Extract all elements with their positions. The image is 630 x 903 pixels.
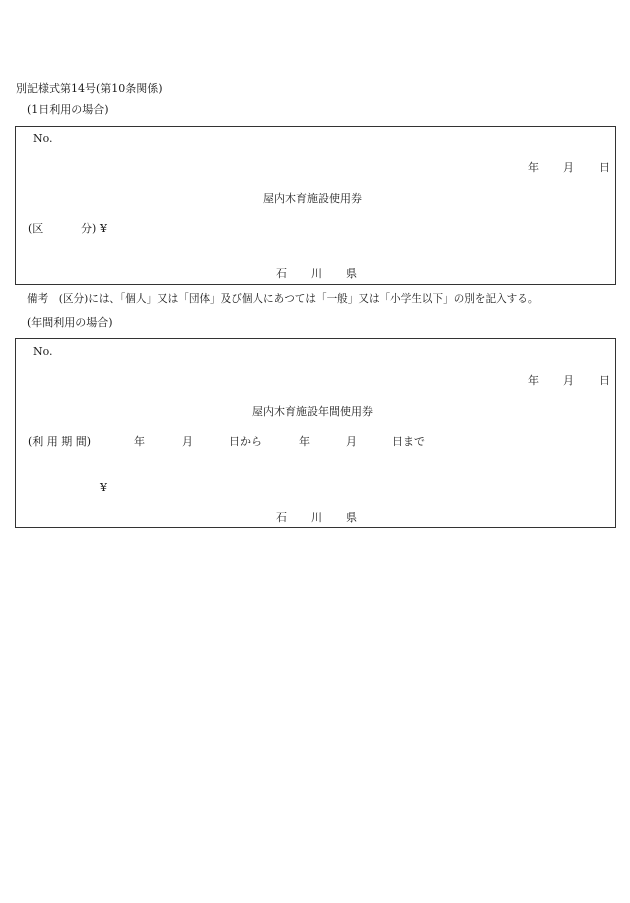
period-from-month: 月 bbox=[182, 435, 193, 448]
ticket-number-label: No. bbox=[33, 132, 53, 145]
issue-year: 年 bbox=[528, 161, 539, 174]
yen-sign: ¥ bbox=[100, 481, 107, 494]
issuer-char-1: 石 bbox=[276, 267, 287, 280]
issue-month: 月 bbox=[563, 161, 574, 174]
period-from-day: 日から bbox=[229, 435, 262, 448]
annual-ticket bbox=[15, 338, 616, 528]
issuer-char-2: 川 bbox=[311, 267, 322, 280]
section1-heading: (1日利用の場合) bbox=[27, 103, 109, 116]
form-title: 別記様式第14号(第10条関係) bbox=[16, 82, 163, 95]
issue-day: 日 bbox=[599, 161, 610, 174]
issue-year: 年 bbox=[528, 374, 539, 387]
issuer-char-3: 県 bbox=[346, 267, 357, 280]
issue-day: 日 bbox=[599, 374, 610, 387]
issuer-char-3: 県 bbox=[346, 511, 357, 524]
period-to-month: 月 bbox=[346, 435, 357, 448]
issuer-char-2: 川 bbox=[311, 511, 322, 524]
ticket-number-label: No. bbox=[33, 345, 53, 358]
category-close: 分) bbox=[81, 222, 97, 235]
period-to-year: 年 bbox=[299, 435, 310, 448]
yen-sign: ¥ bbox=[100, 222, 107, 235]
period-to-day: 日まで bbox=[392, 435, 425, 448]
period-from-year: 年 bbox=[134, 435, 145, 448]
period-label: (利 用 期 間) bbox=[28, 435, 92, 448]
issuer-char-1: 石 bbox=[276, 511, 287, 524]
ticket-title: 屋内木育施設年間使用券 bbox=[252, 405, 373, 418]
category-open: (区 bbox=[28, 222, 44, 235]
remarks-note: 備考 (区分)には、「個人」又は「団体」及び個人にあつては「一般」又は「小学生以下」の別を記入する。 bbox=[27, 293, 539, 305]
ticket-title: 屋内木育施設使用券 bbox=[263, 192, 362, 205]
section2-heading: (年間利用の場合) bbox=[27, 316, 113, 329]
one-day-ticket bbox=[15, 126, 616, 285]
issue-month: 月 bbox=[563, 374, 574, 387]
